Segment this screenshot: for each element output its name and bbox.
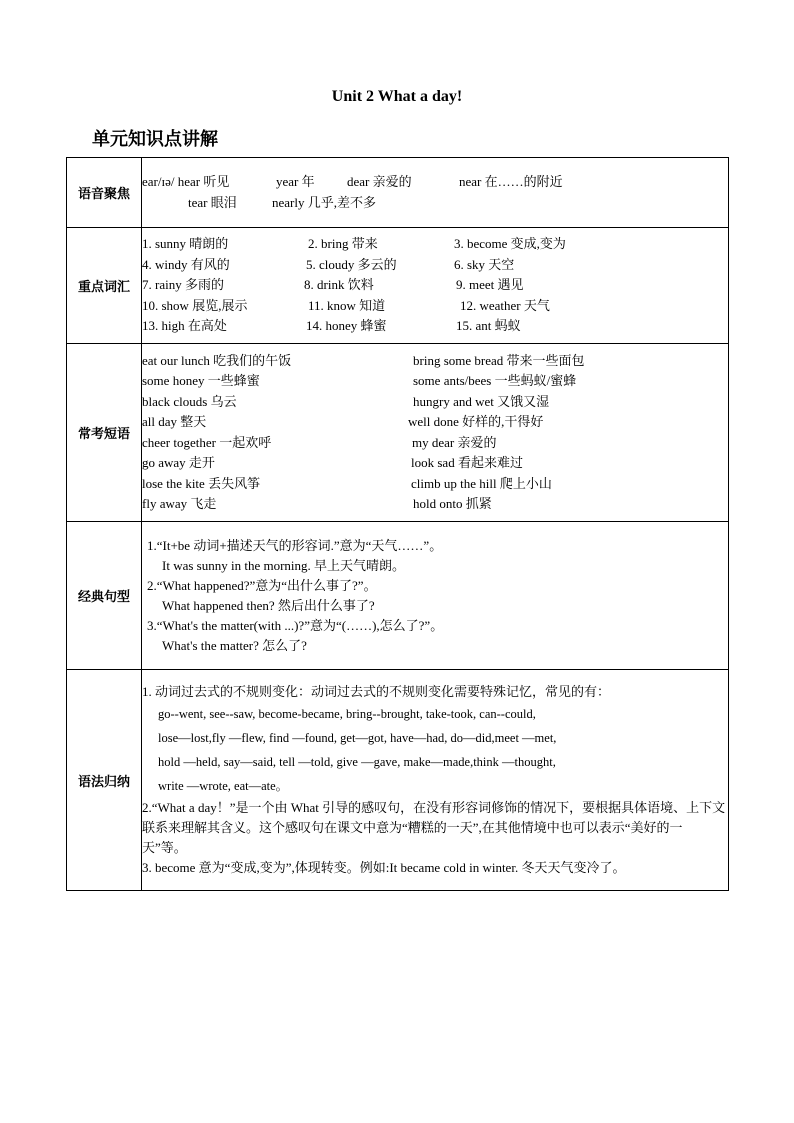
phrases-content (142, 344, 729, 522)
vocab-item: 6. sky 天空 (454, 256, 515, 272)
sentence-example: What's the matter? 怎么了? (162, 637, 307, 653)
vocab-item: 15. ant 蚂蚁 (456, 318, 521, 334)
pron-item: tear 眼泪 (188, 194, 237, 210)
irregular-verbs-line: write —wrote, eat—ate。 (158, 779, 289, 793)
phrase-item: go away 走开 (142, 455, 215, 470)
vocab-line (142, 275, 728, 296)
phrases-row (67, 344, 729, 522)
vocab-item: 7. rainy 多雨的 (142, 277, 224, 293)
vocab-item: 2. bring 带来 (308, 236, 378, 252)
vocabulary-row (67, 228, 729, 344)
vocab-item: 13. high 在高处 (142, 318, 227, 334)
phrase-item: well done 好样的,干得好 (408, 414, 544, 429)
phrase-item: hold onto 抓紧 (413, 496, 492, 511)
phrase-line (142, 351, 728, 372)
phrase-item: fly away 飞走 (142, 496, 217, 511)
phrase-item: my dear 亲爱的 (412, 434, 497, 450)
knowledge-table (66, 157, 729, 891)
grammar-label: 语法归纳 (67, 670, 142, 891)
phrase-item: all day 整天 (142, 414, 207, 429)
irregular-verbs-line: hold —held, say—said, tell —told, give —gave, make—made,think —thought, (158, 755, 556, 769)
grammar-point-1: 1. 动词过去式的不规则变化：动词过去式的不规则变化需要特殊记忆，常见的有： (142, 684, 611, 699)
sentence-example: It was sunny in the morning. 早上天气晴朗。 (162, 557, 406, 573)
vocabulary-label: 重点词汇 (67, 228, 142, 344)
vocab-item: 12. weather 天气 (460, 297, 550, 313)
vocab-item: 1. sunny 晴朗的 (142, 236, 229, 252)
sentences-row (67, 522, 729, 670)
vocabulary-content (142, 228, 729, 344)
vocab-item: 14. honey 蜂蜜 (306, 318, 387, 334)
pronunciation-line-1 (142, 172, 728, 193)
irregular-verbs-line: lose—lost,fly —flew, find —found, get—got, have—had, do—did,meet —met, (158, 731, 557, 745)
vocab-line (142, 255, 728, 276)
phrase-item: some honey 一些蜂蜜 (142, 373, 260, 388)
vocab-item: 10. show 展览,展示 (142, 297, 248, 313)
sentence-rule: 2.“What happened?”意为“出什么事了?”。 (147, 577, 377, 593)
phrase-item: lose the kite 丢失风筝 (142, 475, 261, 491)
phrase-line (142, 392, 728, 413)
vocab-item: 4. windy 有风的 (142, 256, 230, 272)
vocab-item: 5. cloudy 多云的 (306, 256, 397, 272)
phrase-item: cheer together 一起欢呼 (142, 434, 272, 450)
pronunciation-row (67, 158, 729, 228)
pron-item: ear/ɪə/ hear 听见 (142, 174, 230, 189)
pron-item: dear 亲爱的 (347, 174, 412, 189)
phrase-item: look sad 看起来难过 (411, 455, 523, 470)
sentence-rule: 1.“It+be 动词+描述天气的形容词.”意为“天气……”。 (147, 537, 443, 553)
vocab-line (142, 234, 728, 255)
pronunciation-content (142, 158, 729, 228)
vocab-item: 11. know 知道 (308, 297, 386, 313)
sentences-content (142, 522, 729, 670)
vocab-line (142, 296, 728, 317)
phrase-item: some ants/bees 一些蚂蚁/蜜蜂 (413, 373, 577, 388)
section-heading: 单元知识点讲解 (92, 129, 218, 150)
phrase-item: bring some bread 带来一些面包 (413, 352, 585, 368)
vocab-item: 8. drink 饮料 (304, 277, 374, 293)
phrase-item: black clouds 乌云 (142, 393, 237, 409)
pron-item: year 年 (276, 174, 315, 189)
phrase-line (142, 371, 728, 392)
phrase-item: eat our lunch 吃我们的午饭 (142, 352, 292, 368)
vocab-item: 9. meet 遇见 (456, 277, 524, 293)
phrase-line (142, 494, 728, 515)
grammar-content (142, 670, 729, 891)
grammar-row (67, 670, 729, 891)
vocab-line (142, 316, 728, 337)
pronunciation-label: 语音聚焦 (67, 158, 142, 228)
phrase-line (142, 412, 728, 433)
sentence-rule: 3.“What's the matter(with ...)?”意为“(……),怎么了?”。 (147, 617, 444, 633)
phrase-line (142, 474, 728, 495)
grammar-point-3: 3. become 意为“变成,变为”,体现转变。例如:It became cold in winter. 冬天天气变冷了。 (142, 860, 626, 875)
phrase-line (142, 453, 728, 474)
phrase-line (142, 433, 728, 454)
grammar-point-2: 2.“What a day！”是一个由 What 引导的感叹句，在没有形容词修饰的情况下，要根据具体语境、上下文联系来理解其含义。这个感叹句在课文中意为“糟糕的一天”,在其他情境中也可以表示“美好的一天”等。 (142, 800, 726, 855)
sentence-example: What happened then? 然后出什么事了? (162, 597, 375, 613)
phrase-item: hungry and wet 又饿又湿 (413, 393, 550, 409)
sentences-label: 经典句型 (67, 522, 142, 670)
phrases-label: 常考短语 (67, 344, 142, 522)
page-title: Unit 2 What a day! (331, 88, 463, 105)
vocab-item: 3. become 变成,变为 (454, 236, 566, 252)
pron-item: near 在……的附近 (459, 174, 563, 189)
irregular-verbs-line: go--went, see--saw, become-became, bring--brought, take-took, can--could, (158, 707, 536, 721)
pronunciation-line-2 (142, 193, 728, 214)
pron-item: nearly 几乎,差不多 (272, 194, 376, 210)
phrase-item: climb up the hill 爬上小山 (411, 475, 552, 491)
